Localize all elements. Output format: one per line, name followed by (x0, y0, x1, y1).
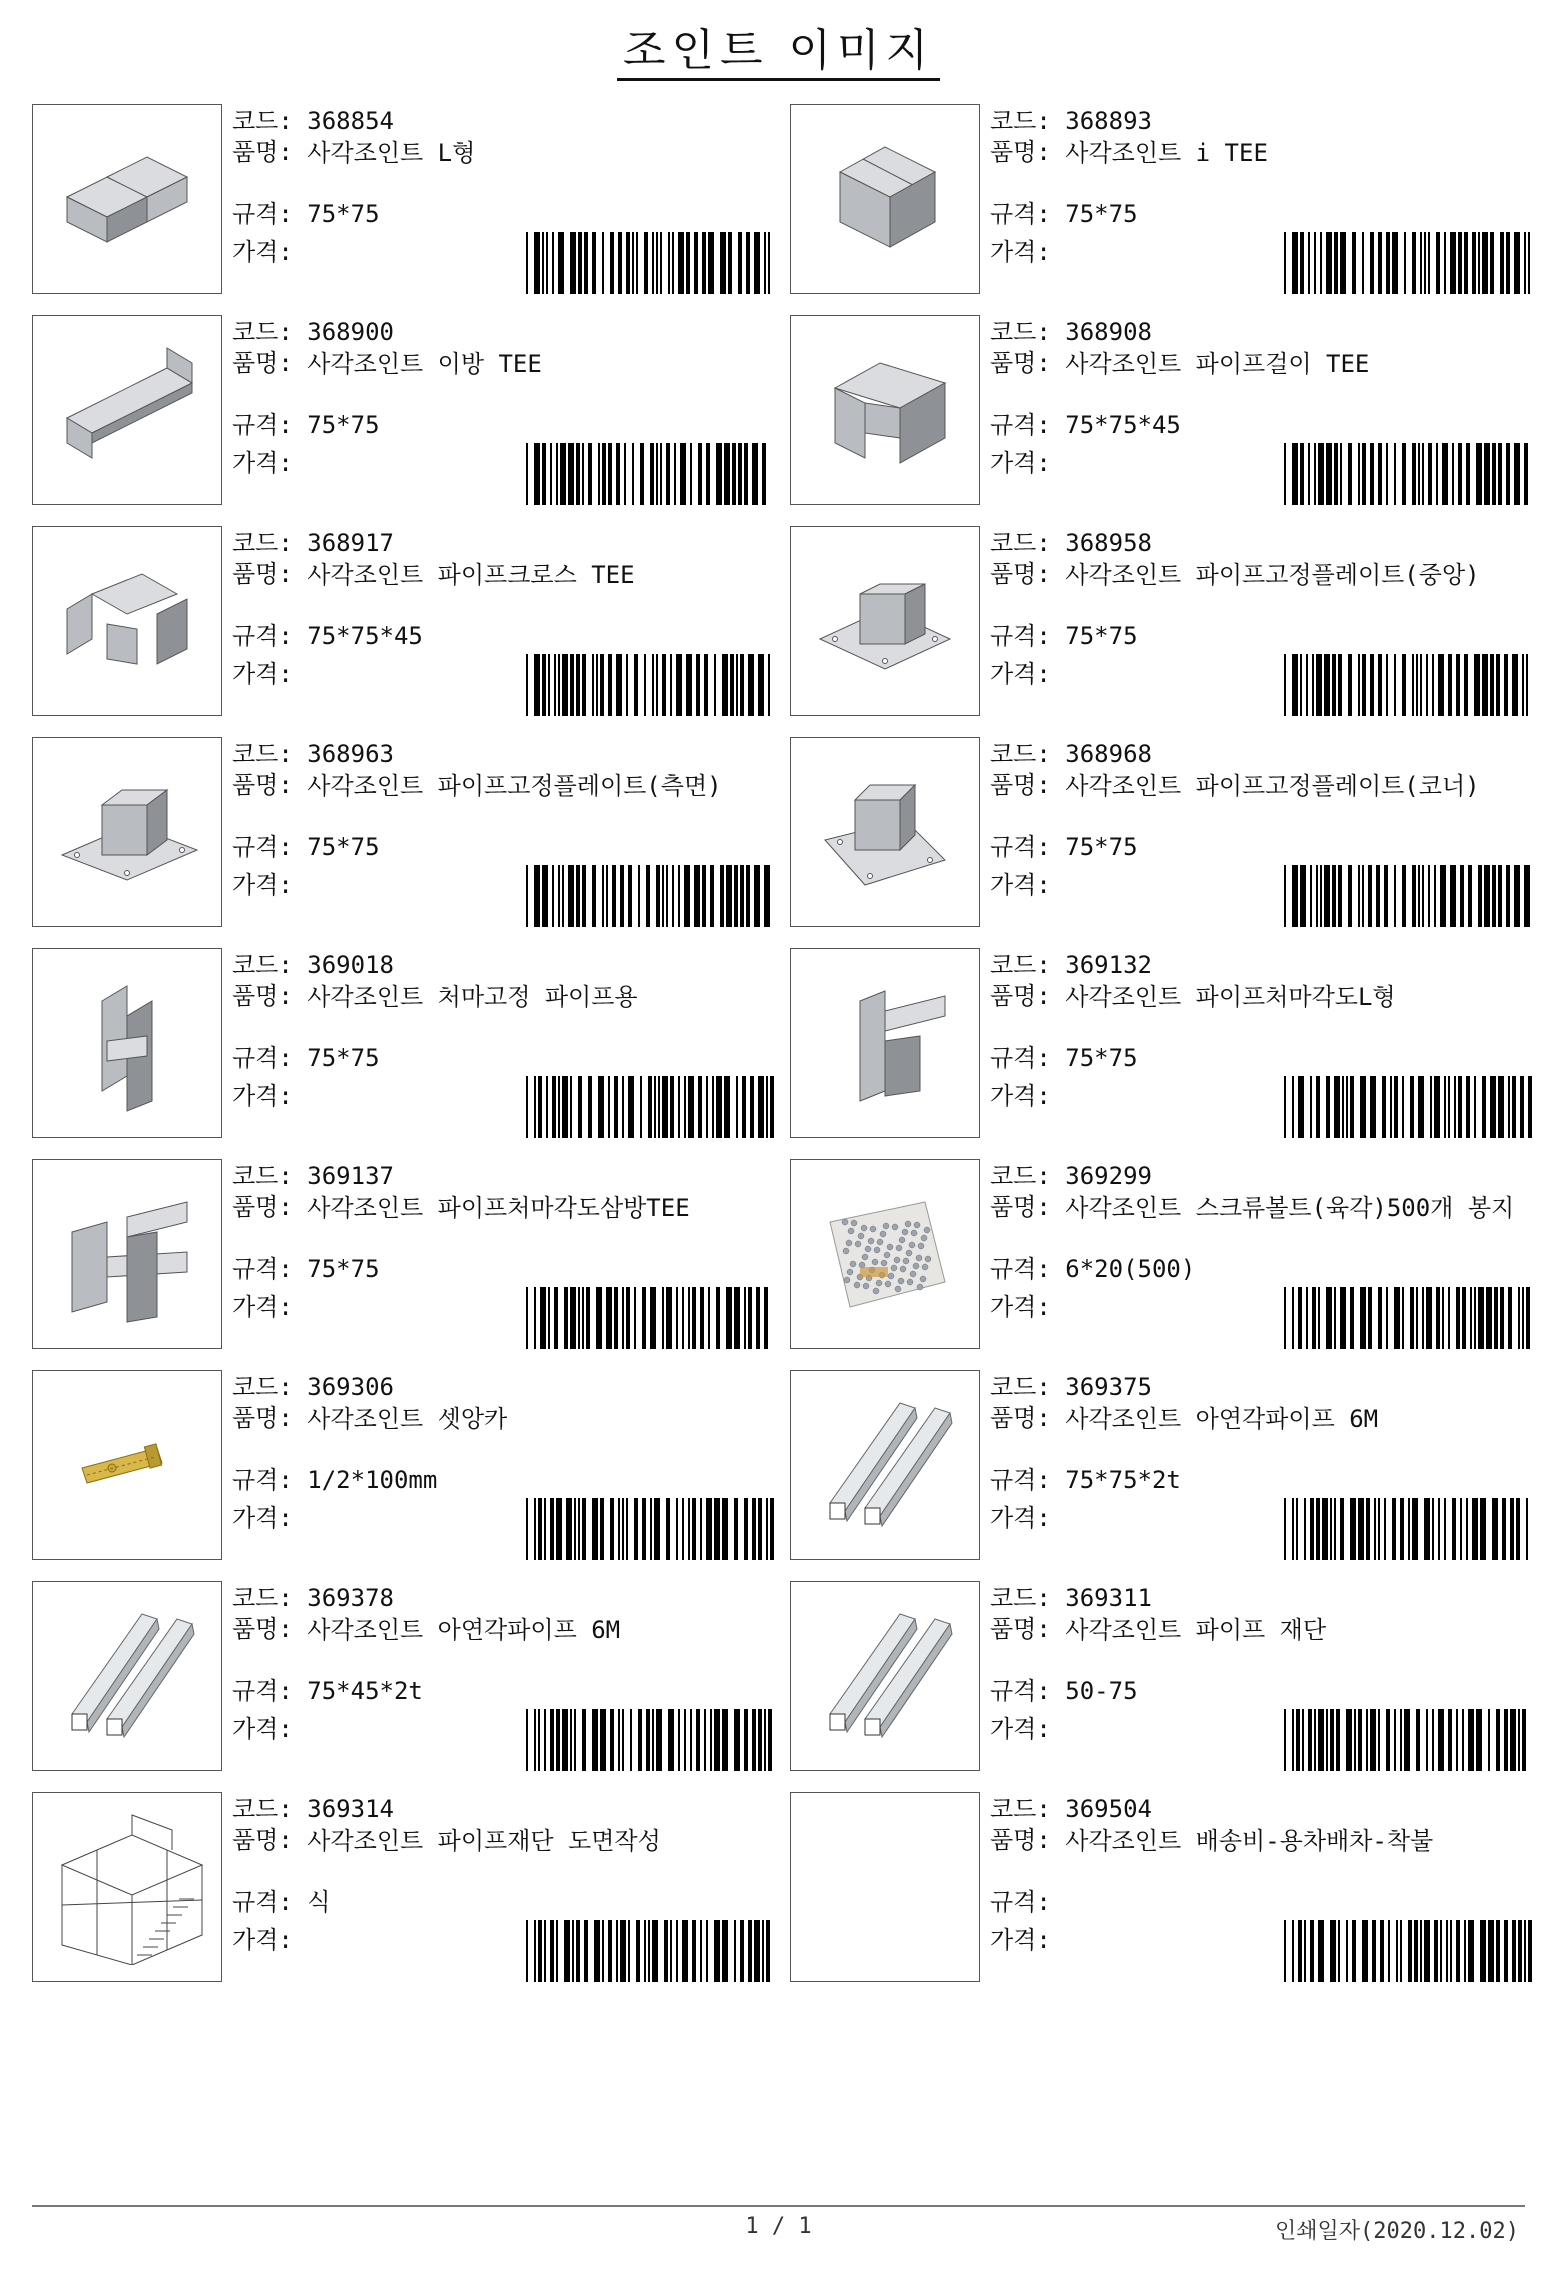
barcode (524, 865, 774, 927)
product-name: 품명: 사각조인트 아연각파이프 6M (232, 1615, 621, 1644)
barcode (1282, 232, 1532, 294)
barcode (1282, 1709, 1532, 1771)
product-code: 코드: 368854 (232, 107, 394, 135)
product-price: 가격: (232, 449, 293, 477)
l-joint-icon (47, 117, 207, 281)
barcode (524, 232, 774, 294)
print-date: 인쇄일자(2020.12.02) (1275, 2219, 1519, 2244)
product-price: 가격: (990, 871, 1051, 899)
product-name: 품명: 사각조인트 파이프처마각도삼방TEE (232, 1193, 690, 1222)
base-plate-side-icon (47, 750, 207, 914)
product-code: 코드: 368900 (232, 318, 394, 346)
product-price: 가격: (232, 238, 293, 266)
product-card (790, 1792, 1545, 1984)
product-card (790, 1159, 1545, 1351)
barcode (524, 1287, 774, 1349)
product-name: 품명: 사각조인트 파이프처마각도L형 (990, 982, 1396, 1011)
product-price: 가격: (990, 1926, 1051, 1954)
product-code: 코드: 368958 (990, 529, 1152, 557)
product-name: 품명: 사각조인트 i TEE (990, 138, 1268, 167)
barcode (1282, 865, 1532, 927)
product-spec: 규격: 75*75*2t (990, 1466, 1181, 1494)
product-name: 품명: 사각조인트 파이프재단 도면작성 (232, 1826, 661, 1855)
product-spec: 규격: 75*75 (232, 1255, 380, 1283)
product-code: 코드: 369018 (232, 951, 394, 979)
frame-drawing-icon (42, 1805, 212, 1969)
product-name: 품명: 사각조인트 L형 (232, 138, 476, 167)
product-card (790, 526, 1545, 718)
base-plate-center-icon (805, 539, 965, 703)
product-code: 코드: 369504 (990, 1795, 1152, 1823)
barcode (1282, 1920, 1532, 1982)
product-spec: 규격: 75*75 (232, 1044, 380, 1072)
product-image (32, 315, 222, 505)
two-way-tee-icon (47, 328, 207, 492)
product-code: 코드: 368893 (990, 107, 1152, 135)
product-spec: 규격: 75*75 (232, 200, 380, 228)
product-image (32, 526, 222, 716)
product-spec: 규격: 75*75 (990, 833, 1138, 861)
i-tee-joint-icon (805, 117, 965, 281)
product-image (32, 1792, 222, 1982)
product-image (32, 948, 222, 1138)
product-spec: 규격: 75*75*45 (232, 622, 423, 650)
product-image (32, 1370, 222, 1560)
barcode (1282, 1076, 1532, 1138)
product-spec: 규격: 식 (232, 1888, 331, 1916)
product-code: 코드: 368963 (232, 740, 394, 768)
product-code: 코드: 369375 (990, 1373, 1152, 1401)
product-price: 가격: (232, 1082, 293, 1110)
product-name: 품명: 사각조인트 셋앙카 (232, 1404, 508, 1433)
product-name: 품명: 사각조인트 처마고정 파이프용 (232, 982, 638, 1011)
barcode (524, 654, 774, 716)
product-price: 가격: (232, 871, 293, 899)
product-price: 가격: (990, 1504, 1051, 1532)
barcode (1282, 1498, 1532, 1560)
product-code: 코드: 368908 (990, 318, 1152, 346)
page-title: 조인트 이미지 (0, 14, 1557, 78)
eave-fixing-icon (47, 961, 207, 1125)
barcode (1282, 1287, 1532, 1349)
product-card (790, 1370, 1545, 1562)
product-card (32, 526, 787, 718)
product-code: 코드: 369299 (990, 1162, 1152, 1190)
product-code: 코드: 369306 (232, 1373, 394, 1401)
product-code: 코드: 368917 (232, 529, 394, 557)
product-image (790, 526, 980, 716)
barcode (524, 443, 774, 505)
product-image (790, 948, 980, 1138)
product-image (32, 1581, 222, 1771)
square-pipe-icon (805, 1383, 965, 1547)
product-spec: 규격: 50-75 (990, 1677, 1138, 1705)
product-spec: 규격: 6*20(500) (990, 1255, 1196, 1283)
base-plate-corner-icon (805, 750, 965, 914)
product-card (790, 737, 1545, 929)
product-card (790, 948, 1545, 1140)
product-image (32, 104, 222, 294)
product-image (790, 1792, 980, 1982)
product-image (790, 315, 980, 505)
product-card (32, 104, 787, 296)
product-price: 가격: (990, 1293, 1051, 1321)
product-spec: 규격: 1/2*100mm (232, 1466, 438, 1494)
product-code: 코드: 369137 (232, 1162, 394, 1190)
footer-divider (32, 2205, 1525, 2207)
product-name: 품명: 사각조인트 스크류볼트(육각)500개 봉지 (990, 1193, 1515, 1222)
screw-bag-icon (805, 1172, 965, 1336)
product-card (32, 315, 787, 507)
pipe-hanger-tee-icon (805, 328, 965, 492)
product-price: 가격: (232, 1926, 293, 1954)
product-price: 가격: (232, 1715, 293, 1743)
product-spec: 규격: 75*75 (232, 411, 380, 439)
barcode (524, 1076, 774, 1138)
product-name: 품명: 사각조인트 파이프크로스 TEE (232, 560, 635, 589)
product-card (32, 1370, 787, 1562)
barcode (1282, 654, 1532, 716)
product-code: 코드: 369311 (990, 1584, 1152, 1612)
product-name: 품명: 사각조인트 아연각파이프 6M (990, 1404, 1379, 1433)
product-image (790, 1159, 980, 1349)
product-spec: 규격: 75*75 (990, 1044, 1138, 1072)
product-price: 가격: (232, 1504, 293, 1532)
anchor-bolt-icon (47, 1383, 207, 1547)
product-image (32, 737, 222, 927)
product-spec: 규격: 75*75 (232, 833, 380, 861)
product-spec: 규격: 75*45*2t (232, 1677, 423, 1705)
product-price: 가격: (232, 1293, 293, 1321)
product-price: 가격: (990, 1082, 1051, 1110)
product-image (790, 737, 980, 927)
product-name: 품명: 사각조인트 파이프 재단 (990, 1615, 1327, 1644)
product-price: 가격: (990, 1715, 1051, 1743)
barcode (524, 1498, 774, 1560)
product-name: 품명: 사각조인트 파이프걸이 TEE (990, 349, 1370, 378)
barcode (524, 1709, 774, 1771)
product-name: 품명: 사각조인트 이방 TEE (232, 349, 542, 378)
product-name: 품명: 사각조인트 파이프고정플레이트(측면) (232, 771, 722, 800)
product-image (790, 104, 980, 294)
product-price: 가격: (232, 660, 293, 688)
product-card (32, 1159, 787, 1351)
product-code: 코드: 369132 (990, 951, 1152, 979)
product-card (32, 1581, 787, 1773)
product-card (790, 315, 1545, 507)
product-image (790, 1370, 980, 1560)
eave-angle-l-icon (805, 961, 965, 1125)
product-name: 품명: 사각조인트 배송비-용차배차-착불 (990, 1826, 1434, 1855)
product-card (790, 104, 1545, 296)
product-spec: 규격: 75*75 (990, 200, 1138, 228)
page-number: 1 / 1 (745, 2214, 812, 2239)
product-price: 가격: (990, 660, 1051, 688)
product-image (790, 1581, 980, 1771)
product-card (32, 1792, 787, 1984)
barcode (1282, 443, 1532, 505)
product-code: 코드: 368968 (990, 740, 1152, 768)
product-price: 가격: (990, 238, 1051, 266)
product-name: 품명: 사각조인트 파이프고정플레이트(중앙) (990, 560, 1480, 589)
barcode (524, 1920, 774, 1982)
square-pipe-icon (805, 1594, 965, 1758)
product-card (790, 1581, 1545, 1773)
pipe-cross-tee-icon (47, 539, 207, 703)
eave-angle-three-way-icon (47, 1172, 207, 1336)
product-card (32, 948, 787, 1140)
product-code: 코드: 369378 (232, 1584, 394, 1612)
product-spec: 규격: 75*75 (990, 622, 1138, 650)
product-image (32, 1159, 222, 1349)
square-pipe-icon (47, 1594, 207, 1758)
product-spec: 규격: 75*75*45 (990, 411, 1181, 439)
product-spec: 규격: (990, 1888, 1051, 1916)
product-code: 코드: 369314 (232, 1795, 394, 1823)
product-card (32, 737, 787, 929)
product-name: 품명: 사각조인트 파이프고정플레이트(코너) (990, 771, 1480, 800)
product-price: 가격: (990, 449, 1051, 477)
